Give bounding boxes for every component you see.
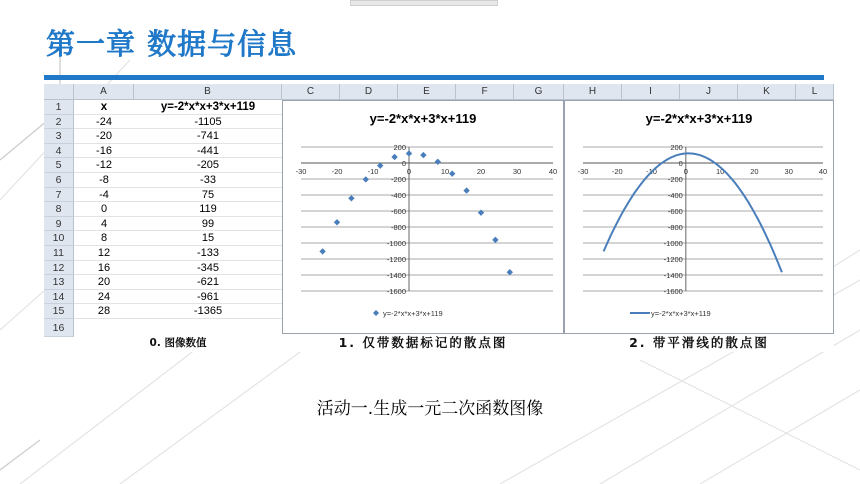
y-tick-label: -1200	[386, 255, 406, 264]
cell-x-value[interactable]: 0	[74, 202, 134, 217]
x-tick-label: 20	[750, 167, 759, 176]
data-point	[391, 154, 397, 160]
data-point	[334, 219, 340, 225]
x-tick-label: 30	[784, 167, 793, 176]
legend-label: y=-2*x*x+3*x+119	[651, 309, 711, 318]
column-header-d[interactable]: D	[340, 84, 398, 100]
row-header-2[interactable]: 2	[44, 115, 74, 130]
y-tick-label: -1600	[663, 287, 683, 296]
cell-y-value[interactable]: 119	[134, 202, 282, 217]
y-tick-label: -800	[390, 223, 406, 232]
row-header-6[interactable]: 6	[44, 173, 74, 188]
cell-x-value[interactable]: 12	[74, 246, 134, 261]
y-tick-label: -1000	[386, 239, 406, 248]
cell-y-value[interactable]: -1365	[134, 304, 282, 319]
row-header-3[interactable]: 3	[44, 129, 74, 144]
cell-x-value[interactable]: 20	[74, 275, 134, 290]
column-header-i[interactable]: I	[622, 84, 680, 100]
spreadsheet	[44, 84, 834, 352]
chart-plot	[283, 101, 565, 335]
row-header-9[interactable]: 9	[44, 217, 74, 232]
x-tick-label: -20	[611, 167, 623, 176]
chart-title: y=-2*x*x+3*x+119	[645, 111, 753, 126]
row-header-12[interactable]: 12	[44, 261, 74, 276]
x-tick-label: -10	[367, 167, 379, 176]
column-header-l[interactable]: L	[796, 84, 834, 100]
cell-y-value[interactable]: -205	[134, 158, 282, 173]
row-header-15[interactable]: 15	[44, 304, 74, 319]
data-point	[492, 237, 498, 243]
data-point	[478, 209, 484, 215]
y-tick-label: -1400	[386, 271, 406, 280]
row-header-16[interactable]: 16	[44, 319, 74, 337]
y-tick-label: -1600	[386, 287, 406, 296]
row-header-7[interactable]: 7	[44, 188, 74, 203]
cell-y-value[interactable]: -133	[134, 246, 282, 261]
y-tick-label: -1200	[663, 255, 683, 264]
y-tick-label: -600	[667, 207, 683, 216]
cell-x-value[interactable]: 8	[74, 231, 134, 246]
data-point	[363, 176, 369, 182]
sheet-corner[interactable]	[44, 84, 74, 100]
cell-y-value[interactable]: 99	[134, 217, 282, 232]
column-header-g[interactable]: G	[514, 84, 564, 100]
column-header-b[interactable]: B	[134, 84, 282, 100]
cell-header-x[interactable]: x	[74, 100, 134, 115]
top-tab-decoration	[350, 0, 498, 6]
cell-x-value[interactable]: 24	[74, 290, 134, 305]
y-tick-label: -1000	[663, 239, 683, 248]
x-tick-label: -20	[331, 167, 343, 176]
column-header-f[interactable]: F	[456, 84, 514, 100]
cell-y-value[interactable]: -33	[134, 173, 282, 188]
title-rule	[44, 75, 824, 80]
legend-label: y=-2*x*x+3*x+119	[383, 309, 443, 318]
y-tick-label: -200	[390, 175, 406, 184]
cell-y-value[interactable]: -961	[134, 290, 282, 305]
chart-1[interactable]	[564, 100, 834, 334]
data-point	[406, 150, 412, 156]
y-tick-label: -1400	[663, 271, 683, 280]
y-tick-label: -600	[390, 207, 406, 216]
row-header-8[interactable]: 8	[44, 202, 74, 217]
data-point	[420, 152, 426, 158]
cell-x-value[interactable]: -4	[74, 188, 134, 203]
x-tick-label: 30	[512, 167, 522, 176]
cell-y-value[interactable]: 15	[134, 231, 282, 246]
cell-x-value[interactable]: -8	[74, 173, 134, 188]
chart-0[interactable]	[282, 100, 564, 334]
y-tick-label: -800	[667, 223, 683, 232]
x-tick-label: -10	[646, 167, 657, 176]
x-tick-label: 10	[440, 167, 450, 176]
data-point	[449, 170, 455, 176]
caption-1: 1. 仅带数据标记的散点图	[338, 335, 508, 350]
cell-y-value[interactable]: -741	[134, 129, 282, 144]
slide-title: 第一章 数据与信息	[46, 27, 298, 61]
cell-x-value[interactable]: -20	[74, 129, 134, 144]
row-header-4[interactable]: 4	[44, 144, 74, 159]
row-header-14[interactable]: 14	[44, 290, 74, 305]
cell-y-value[interactable]: -1105	[134, 115, 282, 130]
column-header-j[interactable]: J	[680, 84, 738, 100]
cell-y-value[interactable]: 75	[134, 188, 282, 203]
data-point	[435, 159, 441, 165]
column-header-e[interactable]: E	[398, 84, 456, 100]
x-tick-label: 40	[818, 167, 828, 176]
column-header-k[interactable]: K	[738, 84, 796, 100]
column-header-h[interactable]: H	[564, 84, 622, 100]
y-tick-label: 200	[393, 143, 406, 152]
cell-header-y[interactable]: y=-2*x*x+3*x+119	[134, 100, 282, 115]
cell-x-value[interactable]: -12	[74, 158, 134, 173]
x-tick-label: 0	[683, 167, 688, 176]
y-tick-label: -400	[667, 191, 683, 200]
data-point	[507, 269, 513, 275]
row-header-11[interactable]: 11	[44, 246, 74, 261]
y-tick-label: -400	[390, 191, 406, 200]
y-tick-label: 0	[678, 159, 683, 168]
legend-marker	[373, 310, 379, 316]
x-tick-label: 20	[476, 167, 486, 176]
row-header-1[interactable]: 1	[44, 100, 74, 115]
y-tick-label: 200	[670, 143, 683, 152]
row-header-5[interactable]: 5	[44, 158, 74, 173]
caption-0: 0. 图像数值	[149, 337, 207, 349]
cell-y-value[interactable]: -345	[134, 261, 282, 276]
column-header-c[interactable]: C	[282, 84, 340, 100]
x-tick-label: 0	[406, 167, 412, 176]
x-tick-label: -30	[577, 167, 589, 176]
cell-y-value[interactable]: -621	[134, 275, 282, 290]
row-header-10[interactable]: 10	[44, 231, 74, 246]
chart-title: y=-2*x*x+3*x+119	[369, 111, 477, 126]
x-tick-label: -30	[295, 167, 307, 176]
y-tick-label: -200	[667, 175, 683, 184]
cell-y-value[interactable]: -441	[134, 144, 282, 159]
cell-x-value[interactable]: -24	[74, 115, 134, 130]
data-point	[319, 248, 325, 254]
x-tick-label: 40	[548, 167, 558, 176]
row-header-13[interactable]: 13	[44, 275, 74, 290]
y-tick-label: 0	[401, 159, 406, 168]
data-point	[348, 195, 354, 201]
cell-x-value[interactable]: 28	[74, 304, 134, 319]
data-point	[463, 187, 469, 193]
caption-2: 2. 带平滑线的散点图	[629, 335, 769, 350]
cell-x-value[interactable]: 4	[74, 217, 134, 232]
cell-x-value[interactable]: -16	[74, 144, 134, 159]
activity-text: 活动一.生成一元二次函数图像	[316, 399, 544, 419]
chart-plot	[565, 101, 835, 335]
x-tick-label: 10	[715, 167, 725, 176]
cell-x-value[interactable]: 16	[74, 261, 134, 276]
column-header-a[interactable]: A	[74, 84, 134, 100]
